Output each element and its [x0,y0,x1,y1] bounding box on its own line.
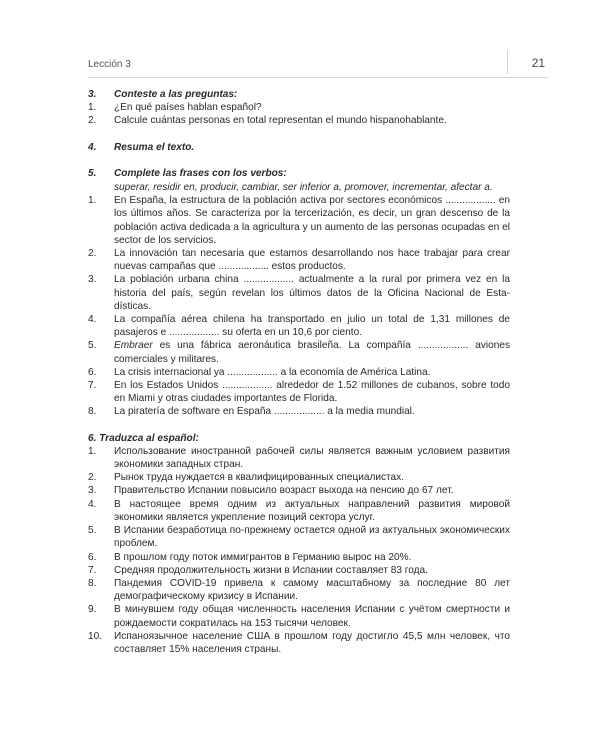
list-item: 3. Правительство Испании повысило возраст выхода на пенсию до 67 лет. [88,485,454,497]
exercise-3 [88,88,510,128]
header-divider [507,50,508,74]
list-item: 2. Calcule cuántas personas en total representan el mundo hispanohablante. [88,115,447,127]
page-header [88,55,548,78]
list-item: 7. Средняя продолжительность жизни в Испании составляет 83 года. [88,564,428,576]
page-number: 21 [531,56,545,70]
exercise-5 [88,167,510,419]
verb-list: superar, residir en, producir, cambiar, ser inferior a, promover, incrementar, afectar a. [114,182,493,194]
exercise-5-title: 5. Complete las frases con los verbos: [88,167,287,179]
exercise-4-title: 4. Resuma el texto. [88,141,195,153]
list-item: 1. ¿En qué países hablan español? [88,102,262,114]
list-item: 2. La innovación tan necesaria que estamos desarrollando nos hace trabajar para crear nuevas campañas que .................. estos productos. [88,248,510,273]
list-item: 2. Рынок труда нуждается в квалифицированных специалистах. [88,472,405,484]
list-item: 6. La crisis internacional ya .................. a la economía de América Latina. [88,366,431,378]
exercise-4 [88,141,510,154]
lesson-label: Lección 3 [88,59,131,70]
exercise-3-title: 3. Conteste a las preguntas: [88,89,238,100]
list-item: 7. En los Estados Unidos .................. alrededor de 1.52 millones de cubanos, sobre todo en Miami y otras ciudades importantes de Florida. [88,380,510,405]
exercise-6 [88,432,510,656]
list-item: 3. La población urbana china .................. actualmente a la rural por primera vez en la historia del país, según revelan los últimos datos de la Oficina Nacional de Esta-dísticas. [88,274,510,312]
list-item: 4. La compañía aérea chilena ha transportado en julio un total de 1,31 millones de pasajeros e .................. su oferta en un 10,6 por ciento. [88,314,510,339]
list-item: 4. В настоящее время одним из актуальных направлений развития мировой экономики является укрепление позиций сектора услуг. [88,498,510,523]
list-item: 5. В Испании безработица по-прежнему остается одной из актуальных экономических проблем. [88,525,510,550]
list-item: 1. Использование иностранной рабочей силы является важным условием развития экономики западных стран. [88,445,510,471]
list-item: 8. La piratería de software en España .................. a la media mundial. [88,406,415,418]
list-item: 8. Пандемия COVID-19 привела к самому масштабному за последние 80 лет демографическому кризису в Испании. [88,577,510,603]
exercise-6-title: 6. Traduzca al español: [88,432,199,444]
list-item: 5. Embraer es una fábrica aeronáutica brasileña. La compañía .................. aviones comerciales y militares. [88,340,510,365]
list-item: 9. В минувшем году общая численность населения Испании с учётом смертности и рождаемости сократилась на 153 тысячи человек. [88,604,510,629]
list-item: 6. В прошлом году поток иммигрантов в Германию вырос на 20%. [88,551,412,563]
list-item: 10. Испаноязычное население США в прошлом году достигло 45,5 млн человек, что составляет 15% населения страны. [88,630,510,655]
page-content [88,88,510,669]
list-item: 1. En España, la estructura de la población activa por sectores económicos .................. en los últimos años. Se caracteriza por la tercerización, es decir, un gran descenso de la población activa dedicada a la agricultura y un aumento de las personas ocupadas en el sector de los servicios. [88,195,510,246]
